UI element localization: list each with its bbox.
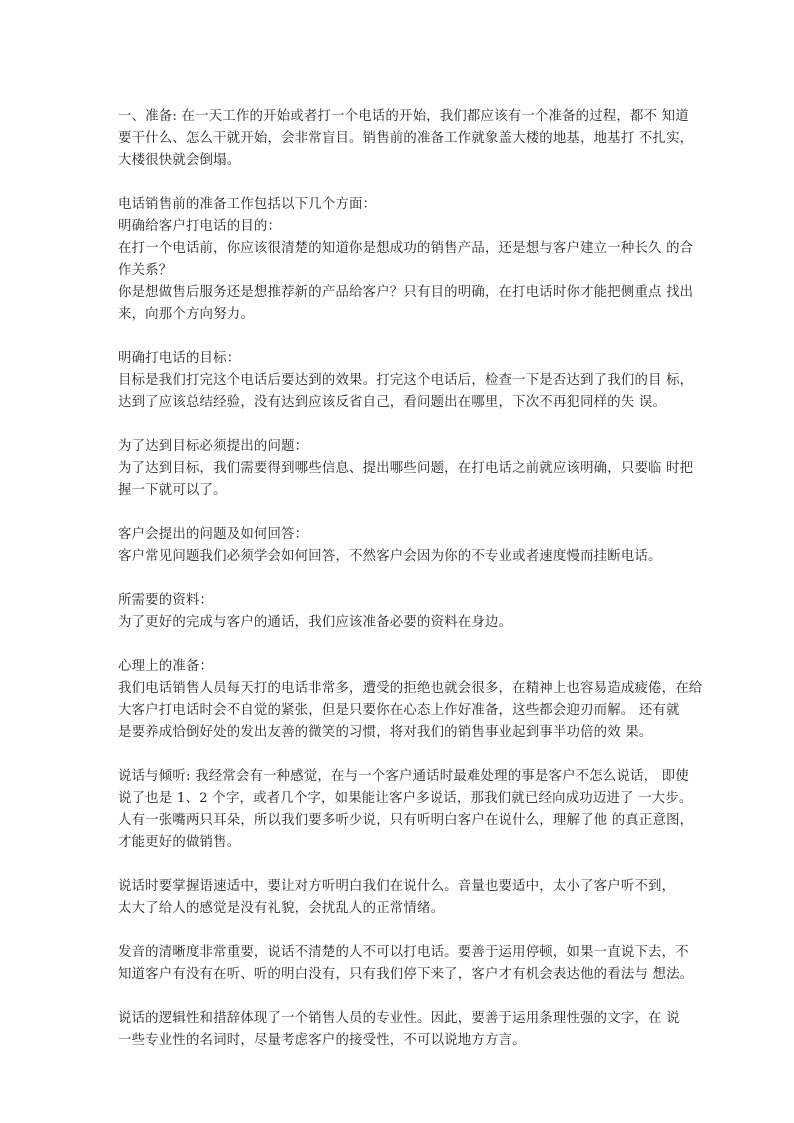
- text-line: 说话与倾听: 我经常会有一种感觉，在与一个客户通话时最难处理的事是客户不怎么说话， 即使: [118, 769, 689, 784]
- text-line: 在打一个电话前，你应该很清楚的知道你是想成功的销售产品，还是想与客户建立一种长久 的合: [118, 241, 694, 256]
- text-line: 心理上的准备：: [118, 659, 214, 674]
- text-line: 作关系？: [118, 263, 173, 278]
- text-line: 说话时要掌握语速适中，要让对方听明白我们在说什么。音量也要适中，太小了客户听不到，: [118, 879, 676, 894]
- paragraph: [118, 876, 684, 920]
- text-line: 为了达到目标，我们需要得到哪些信息、提出哪些问题，在打电话之前就应该明确，只要临 时把: [118, 461, 694, 476]
- text-line: 是要养成恰倒好处的发出友善的微笑的习惯，将对我们的销售事业起到事半功倍的效 果。: [118, 725, 653, 740]
- text-line: 大客户打电话时会不自觉的紧张，但是只要你在心态上作好准备，这些都会迎刃而解。 还有就: [118, 703, 680, 718]
- text-line: 说了也是 1、2 个字，或者几个字，如果能让客户多说话，那我们就已经向成功迈进了 一大步。: [118, 791, 693, 806]
- text-line: 大楼很快就会倒塌。: [118, 153, 241, 168]
- text-line: 握一下就可以了。: [118, 483, 227, 498]
- text-line: 人有一张嘴两只耳朵，所以我们要多听少说，只有听明白客户在说什么，理解了他 的真正意图，: [118, 813, 694, 828]
- text-line: 为了更好的完成与客户的通话，我们应该准备必要的资料在身边。: [118, 615, 513, 630]
- text-line: 发音的清晰度非常重要，说话不清楚的人不可以打电话。要善于运用停顿，如果一直说下去，不: [118, 945, 689, 960]
- text-line: 电话销售前的准备工作包括以下几个方面：: [118, 197, 377, 212]
- text-line: 客户会提出的问题及如何回答：: [118, 527, 309, 542]
- paragraph: [118, 106, 694, 172]
- paragraph: [118, 436, 694, 502]
- paragraph: [118, 590, 684, 634]
- text-line: 一些专业性的名词时，尽量考虑客户的接受性，不可以说地方方言。: [118, 1033, 526, 1048]
- text-line: 为了达到目标必须提出的问题：: [118, 439, 309, 454]
- text-line: 目标是我们打完这个电话后要达到的效果。打完这个电话后，检查一下是否达到了我们的目 标，: [118, 373, 694, 388]
- text-line: 知道客户有没有在听、听的明白没有，只有我们停下来了，客户才有机会表达他的看法与 想法。: [118, 967, 694, 982]
- text-line: 我们电话销售人员每天打的电话非常多，遭受的拒绝也就会很多，在精神上也容易造成疲倦，在给: [118, 681, 703, 696]
- text-line: 明确给客户打电话的目的：: [118, 219, 282, 234]
- text-line: 一、准备: 在一天工作的开始或者打一个电话的开始，我们都应该有一个准备的过程，都不 知道: [118, 109, 689, 124]
- text-line: 达到了应该总结经验，没有达到应该反省自己，看问题出在哪里，下次不再犯同样的失 误。: [118, 395, 667, 410]
- paragraph: [118, 766, 694, 854]
- text-line: 才能更好的做销售。: [118, 835, 241, 850]
- text-line: 所需要的资料：: [118, 593, 214, 608]
- paragraph: [118, 942, 694, 986]
- text-line: 你是想做售后服务还是想推荐新的产品给客户？只有目的明确，在打电话时你才能把侧重点 找出: [118, 285, 694, 300]
- paragraph: [118, 1008, 684, 1052]
- text-line: 明确打电话的目标：: [118, 351, 241, 366]
- paragraph: [118, 194, 694, 326]
- document-body: [118, 106, 703, 1074]
- text-line: 客户常见问题我们必须学会如何回答，不然客户会因为你的不专业或者速度慢而挂断电话。: [118, 549, 662, 564]
- paragraph: [118, 524, 684, 568]
- text-line: 来，向那个方向努力。: [118, 307, 254, 322]
- text-line: 要干什么、怎么干就开始，会非常盲目。销售前的准备工作就象盖大楼的地基，地基打 不扎实，: [118, 131, 694, 146]
- text-line: 说话的逻辑性和措辞体现了一个销售人员的专业性。因此，要善于运用条理性强的文字，在 说: [118, 1011, 680, 1026]
- text-line: 太大了给人的感觉是没有礼貌，会扰乱人的正常情绪。: [118, 901, 445, 916]
- paragraph: [118, 348, 694, 414]
- paragraph: [118, 656, 703, 744]
